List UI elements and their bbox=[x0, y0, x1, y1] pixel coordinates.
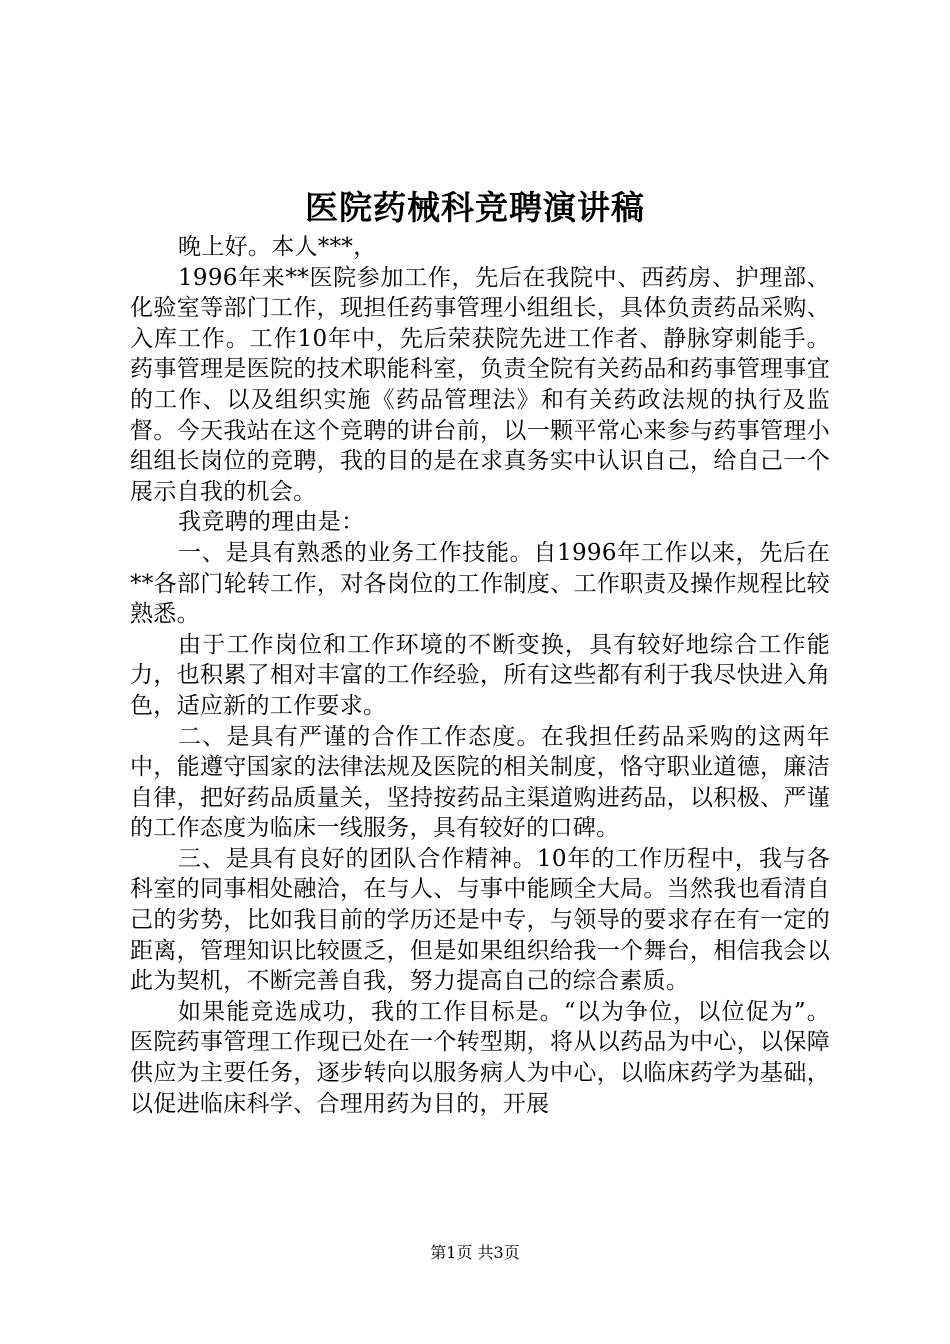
document-title: 医院药械科竞聘演讲稿 bbox=[305, 188, 645, 227]
paragraph-introduction: 1996年来**医院参加工作，先后在我院中、西药房、护理部、化验室等部门工作，现担任药事管理小组组长，具体负责药品采购、入库工作。工作10年中，先后荣获院先进工作者、静脉穿刺能手。药事管理是医院的技术职能科室，负责全院有关药品和药事管理事宜的工作、以及组织实施《药品管理法》和有关药政法规的执行及监督。今天我站在这个竞聘的讲台前，以一颗平常心来参与药事管理小组组长岗位的竞聘，我的目的是在求真务实中认识自己，给自己一个展示自我的机会。 bbox=[130, 264, 830, 505]
paragraph-reason-two: 二、是具有严谨的合作工作态度。在我担任药品采购的这两年中，能遵守国家的法律法规及医院的相关制度，恪守职业道德，廉洁自律，把好药品质量关，坚持按药品主渠道购进药品，以积极、严谨的工作态度为临床一线服务，具有较好的口碑。 bbox=[130, 723, 830, 842]
paragraph-reason-three: 三、是具有良好的团队合作精神。10年的工作历程中，我与各科室的同事相处融洽，在与人、与事中能顾全大局。当然我也看清自己的劣势，比如我目前的学历还是中专，与领导的要求存在有一定的距离，管理知识比较匮乏，但是如果组织给我一个舞台，相信我会以此为契机，不断完善自我，努力提高自己的综合素质。 bbox=[130, 845, 830, 995]
page-footer: 第1页 共3页 bbox=[430, 1243, 520, 1262]
document-body bbox=[130, 232, 830, 1119]
paragraph-reason-one: 一、是具有熟悉的业务工作技能。自1996年工作以来，先后在**各部门轮转工作，对各岗位的工作制度、工作职责及操作规程比较熟悉。 bbox=[130, 539, 830, 628]
paragraph-greeting: 晚上好。本人***， bbox=[178, 234, 377, 260]
paragraph-reason-one-continued: 由于工作岗位和工作环境的不断变换，具有较好地综合工作能力，也积累了相对丰富的工作经验，所有这些都有利于我尽快进入角色，适应新的工作要求。 bbox=[130, 631, 830, 719]
paragraph-work-goal: 如果能竞选成功，我的工作目标是。“以为争位，以位促为”。医院药事管理工作现已处在一个转型期，将从以药品为中心，以保障供应为主要任务，逐步转向以服务病人为中心，以临床药学为基础，以促进临床科学、合理用药为目的，开展 bbox=[130, 998, 830, 1117]
paragraph-reasons-heading: 我竞聘的理由是： bbox=[178, 509, 365, 536]
